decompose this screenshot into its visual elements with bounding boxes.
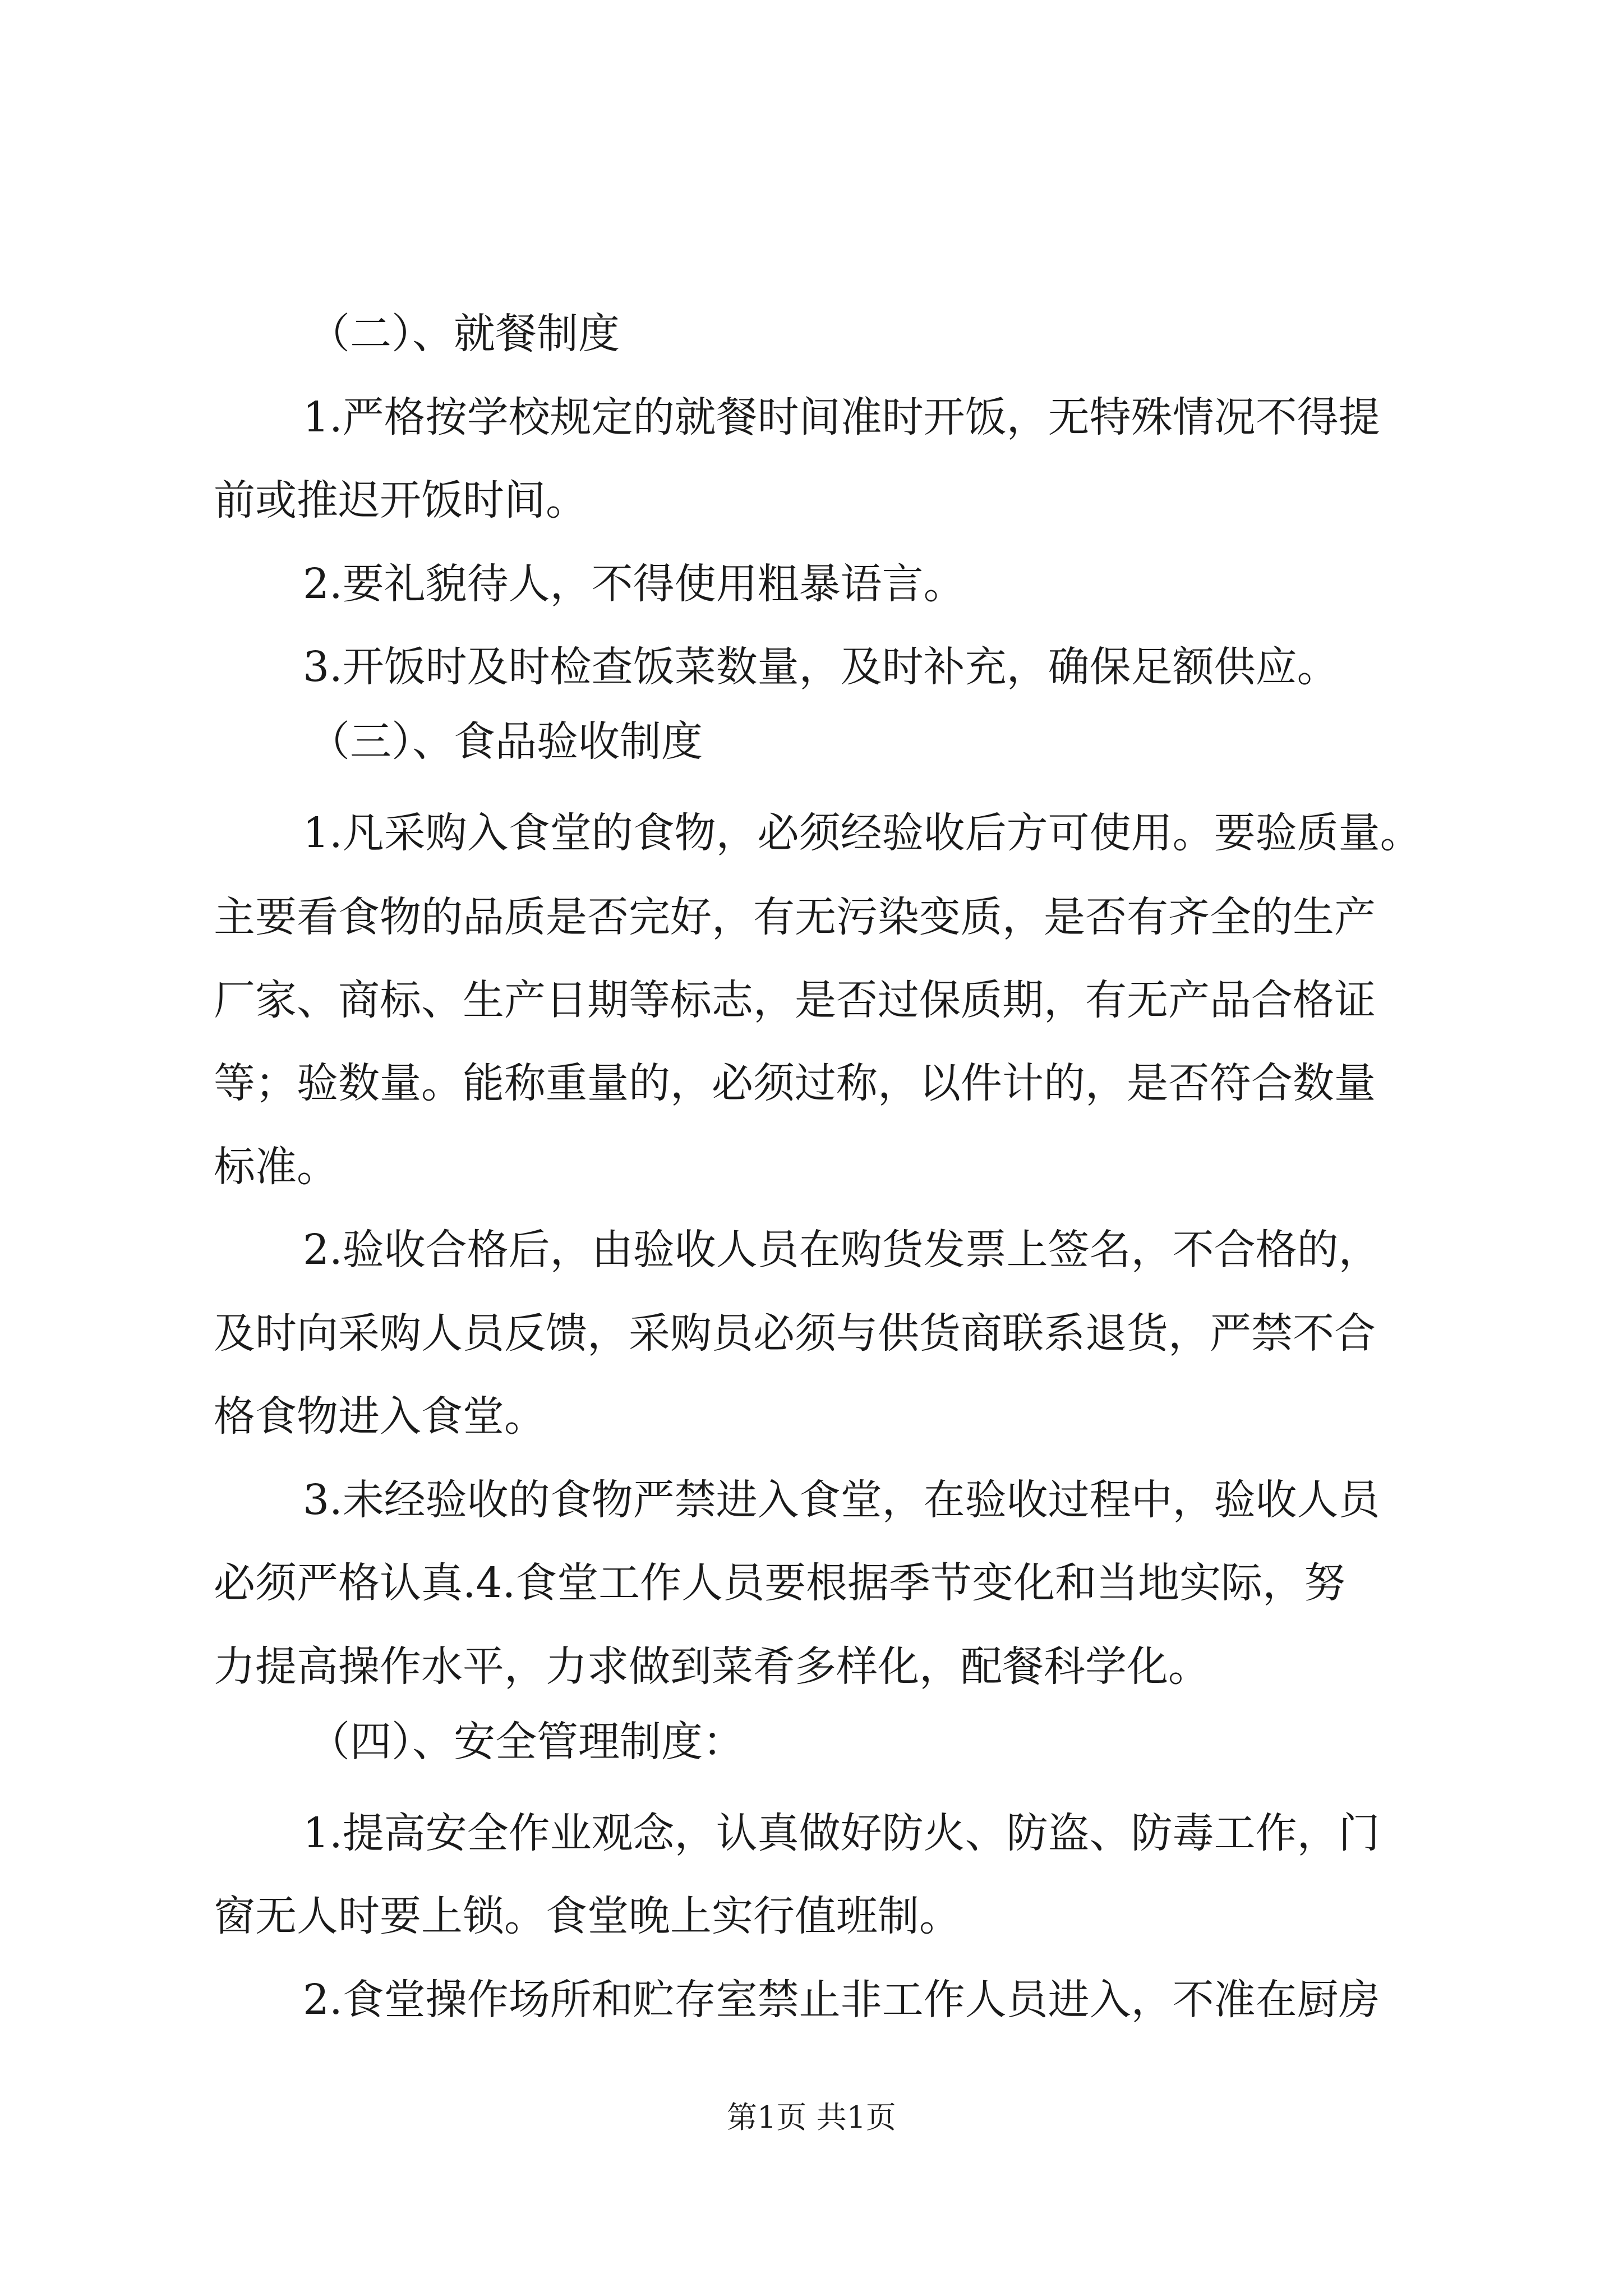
paragraph-line: 主要看食物的品质是否完好，有无污染变质，是否有齐全的生产 [214, 893, 1376, 941]
paragraph-line: 及时向采购人员反馈，采购员必须与供货商联系退货，严禁不合 [214, 1309, 1376, 1358]
paragraph-line: 1.严格按学校规定的就餐时间准时开饭，无特殊情况不得提 [303, 393, 1380, 441]
paragraph-line: 3.开饭时及时检查饭菜数量，及时补充，确保足额供应。 [303, 643, 1339, 691]
page-footer: 第1页 共1页 [727, 2100, 896, 2135]
paragraph-line: 2.要礼貌待人，不得使用粗暴语言。 [303, 560, 965, 608]
paragraph-line: 力提高操作水平，力求做到菜肴多样化，配餐科学化。 [214, 1642, 1210, 1691]
paragraph-line: 2.验收合格后，由验收人员在购货发票上签名，不合格的， [303, 1226, 1380, 1274]
paragraph-line: 厂家、商标、生产日期等标志，是否过保质期，有无产品合格证 [214, 976, 1376, 1024]
paragraph-line: 必须严格认真.4.食堂工作人员要根据季节变化和当地实际，努 [214, 1559, 1346, 1607]
paragraph-line: 前或推迟开饭时间。 [214, 476, 587, 524]
paragraph-line: 1.凡采购入食堂的食物，必须经验收后方可使用。要验质量。 [303, 809, 1422, 857]
paragraph-line: 1.提高安全作业观念，认真做好防火、防盗、防毒工作，门 [303, 1809, 1380, 1857]
section-heading-acceptance: （三）、食品验收制度 [308, 717, 703, 766]
paragraph-line: 标准。 [214, 1143, 338, 1191]
section-heading-dining: （二）、就餐制度 [308, 310, 620, 358]
paragraph-line: 等；验数量。能称重量的，必须过称，以件计的，是否符合数量 [214, 1059, 1376, 1107]
paragraph-line: 窗无人时要上锁。食堂晚上实行值班制。 [214, 1892, 961, 1940]
paragraph-line: 3.未经验收的食物严禁进入食堂，在验收过程中，验收人员 [303, 1476, 1380, 1524]
section-heading-safety: （四）、安全管理制度： [308, 1718, 744, 1766]
paragraph-line: 2.食堂操作场所和贮存室禁止非工作人员进入，不准在厨房 [303, 1976, 1380, 2024]
paragraph-line: 格食物进入食堂。 [214, 1392, 546, 1441]
